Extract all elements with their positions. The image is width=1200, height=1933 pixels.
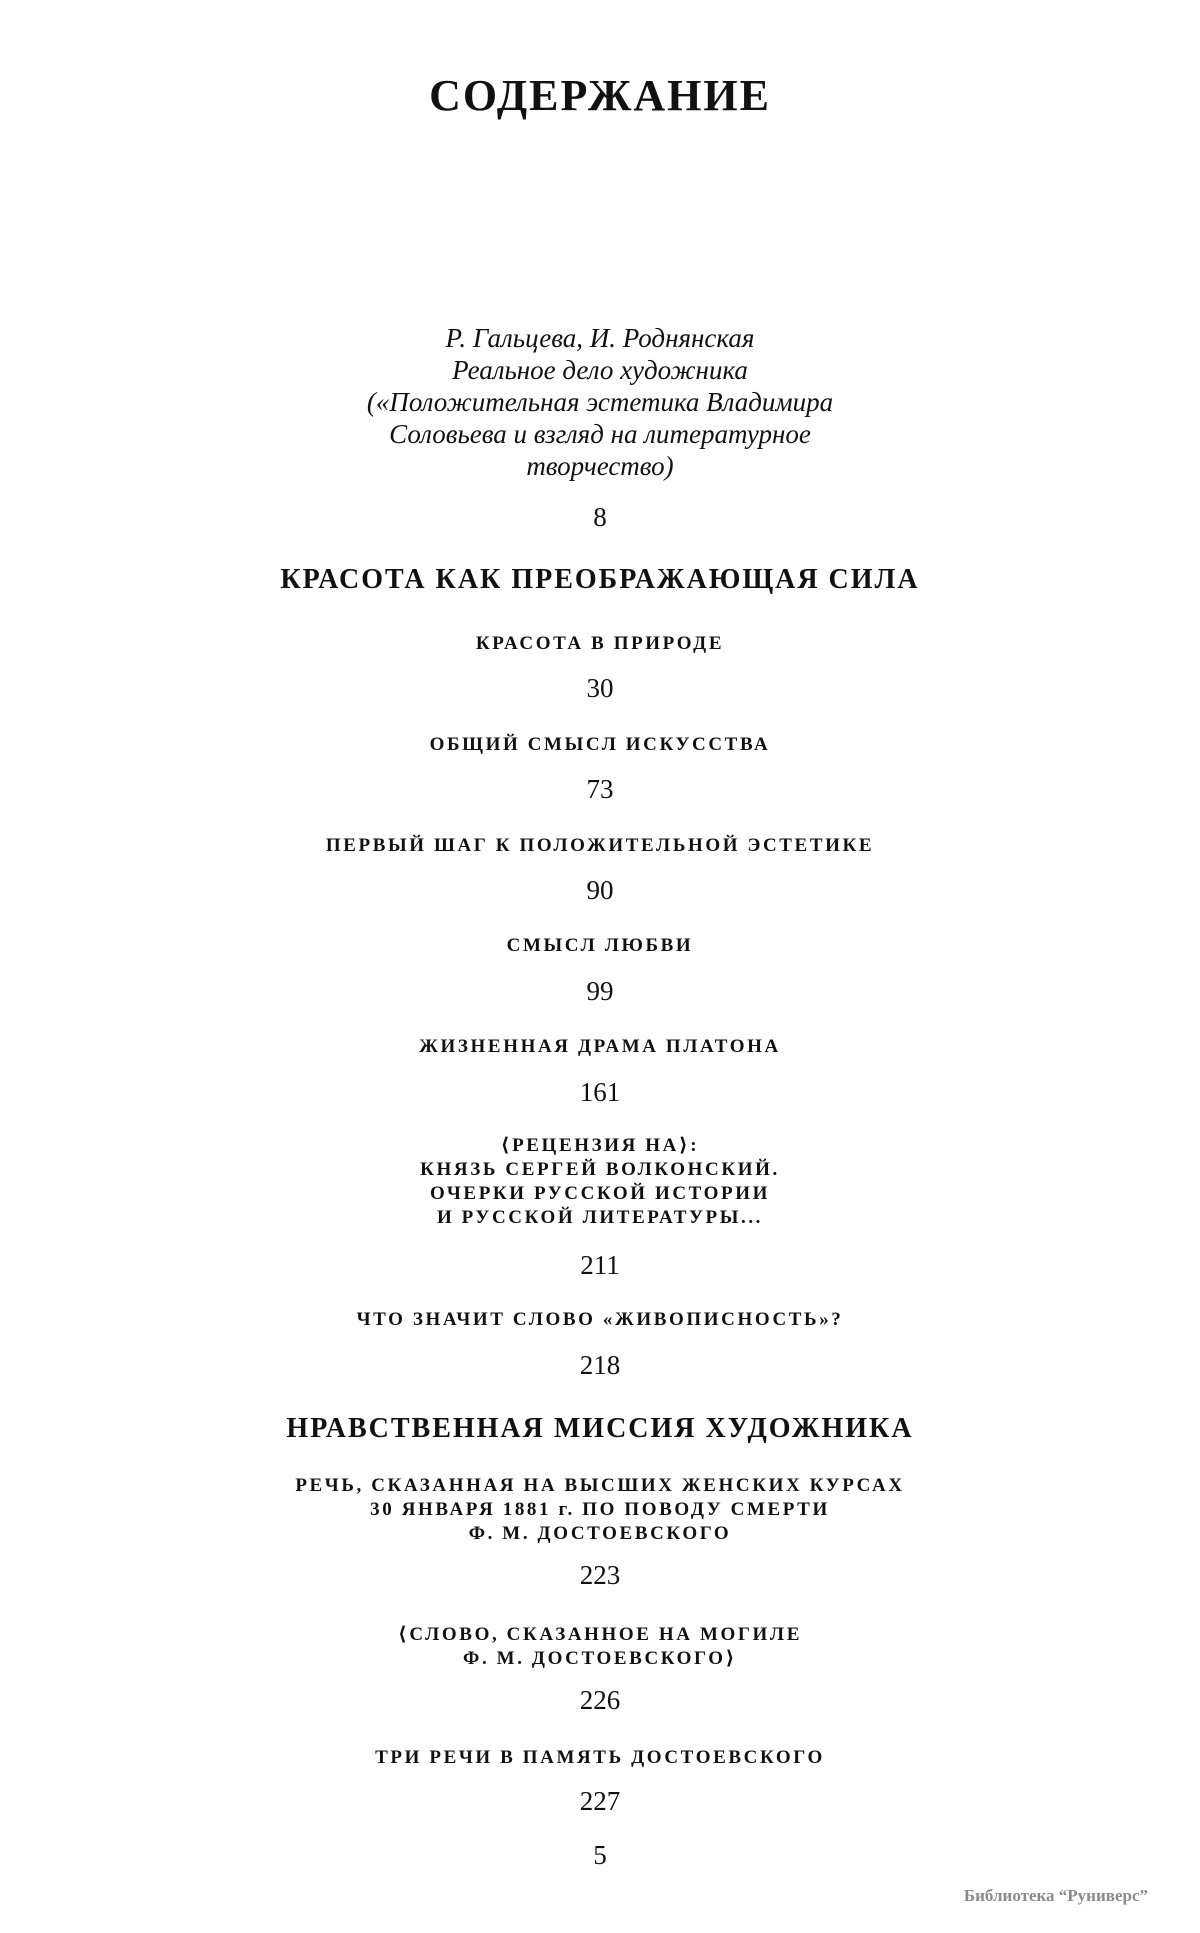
- toc-entry: [0, 733, 1200, 757]
- toc-entry-title: ЖИЗНЕННАЯ ДРАМА ПЛАТОНА: [419, 1036, 781, 1057]
- toc-entry: [0, 834, 1200, 858]
- section-heading: КРАСОТА КАК ПРЕОБРАЖАЮЩАЯ СИЛА: [280, 564, 920, 595]
- page-folio: 5: [593, 1840, 607, 1870]
- toc-entry-page: 226: [579, 1685, 621, 1715]
- toc-entry-title: ОЧЕРКИ РУССКОЙ ИСТОРИИ: [429, 1183, 771, 1204]
- toc-entry-title: РЕЧЬ, СКАЗАННАЯ НА ВЫСШИХ ЖЕНСКИХ КУРСАХ: [295, 1475, 905, 1496]
- toc-entry-title: КРАСОТА В ПРИРОДЕ: [475, 633, 725, 654]
- toc-entry: [0, 1623, 1200, 1671]
- toc-entry-page: 218: [579, 1350, 621, 1380]
- intro-title-line: Соловьева и взгляд на литературное: [389, 419, 811, 449]
- toc-entry-title: ТРИ РЕЧИ В ПАМЯТЬ ДОСТОЕВСКОГО: [375, 1747, 825, 1768]
- toc-entry: [0, 1134, 1200, 1230]
- section-heading: НРАВСТВЕННАЯ МИССИЯ ХУДОЖНИКА: [286, 1413, 914, 1444]
- toc-entry-page: 99: [586, 976, 614, 1006]
- toc-entry: [0, 1035, 1200, 1059]
- intro-title-line: («Положительная эстетика Владимира: [366, 387, 834, 417]
- toc-entry-title: КНЯЗЬ СЕРГЕЙ ВОЛКОНСКИЙ.: [420, 1159, 780, 1180]
- toc-entry-title: ПЕРВЫЙ ШАГ К ПОЛОЖИТЕЛЬНОЙ ЭСТЕТИКЕ: [325, 835, 875, 856]
- toc-entry-page: 211: [580, 1250, 620, 1280]
- toc-entry-title: ⟨РЕЦЕНЗИЯ НА⟩:: [500, 1135, 700, 1156]
- intro-title-line: творчество): [526, 451, 674, 481]
- toc-entry-title: ⟨СЛОВО, СКАЗАННОЕ НА МОГИЛЕ: [398, 1624, 802, 1645]
- intro-title-line: Реальное дело художника: [452, 355, 748, 385]
- toc-entry-title: Ф. М. ДОСТОЕВСКОГО⟩: [463, 1648, 737, 1669]
- toc-entry-page: 73: [586, 774, 614, 804]
- toc-entry: [0, 934, 1200, 958]
- toc-entry-title: 30 ЯНВАРЯ 1881 г. ПО ПОВОДУ СМЕРТИ: [370, 1499, 830, 1520]
- toc-entry: [0, 1308, 1200, 1332]
- toc-entry-title: И РУССКОЙ ЛИТЕРАТУРЫ...: [436, 1207, 764, 1228]
- library-watermark: Библиотека “Руниверс”: [963, 1886, 1148, 1905]
- toc-entry-page: 30: [586, 673, 614, 703]
- intro-page-number: 8: [593, 502, 607, 532]
- intro-authors: Р. Гальцева, И. Роднянская: [445, 323, 755, 353]
- toc-entry-title: СМЫСЛ ЛЮБВИ: [506, 935, 694, 956]
- toc-entry: [0, 632, 1200, 656]
- toc-entry: [0, 1746, 1200, 1770]
- intro-entry: [0, 322, 1200, 482]
- toc-entry-page: 227: [579, 1786, 621, 1816]
- toc-entry-page: 161: [579, 1077, 621, 1107]
- toc-entry-title: ОБЩИЙ СМЫСЛ ИСКУССТВА: [429, 734, 771, 755]
- toc-entry: [0, 1474, 1200, 1546]
- toc-entry-title: ЧТО ЗНАЧИТ СЛОВО «ЖИВОПИСНОСТЬ»?: [356, 1309, 844, 1330]
- toc-entry-title: Ф. М. ДОСТОЕВСКОГО: [468, 1523, 732, 1544]
- toc-entry-page: 90: [586, 875, 614, 905]
- toc-entry-page: 223: [579, 1560, 621, 1590]
- page-title: СОДЕРЖАНИЕ: [429, 71, 771, 120]
